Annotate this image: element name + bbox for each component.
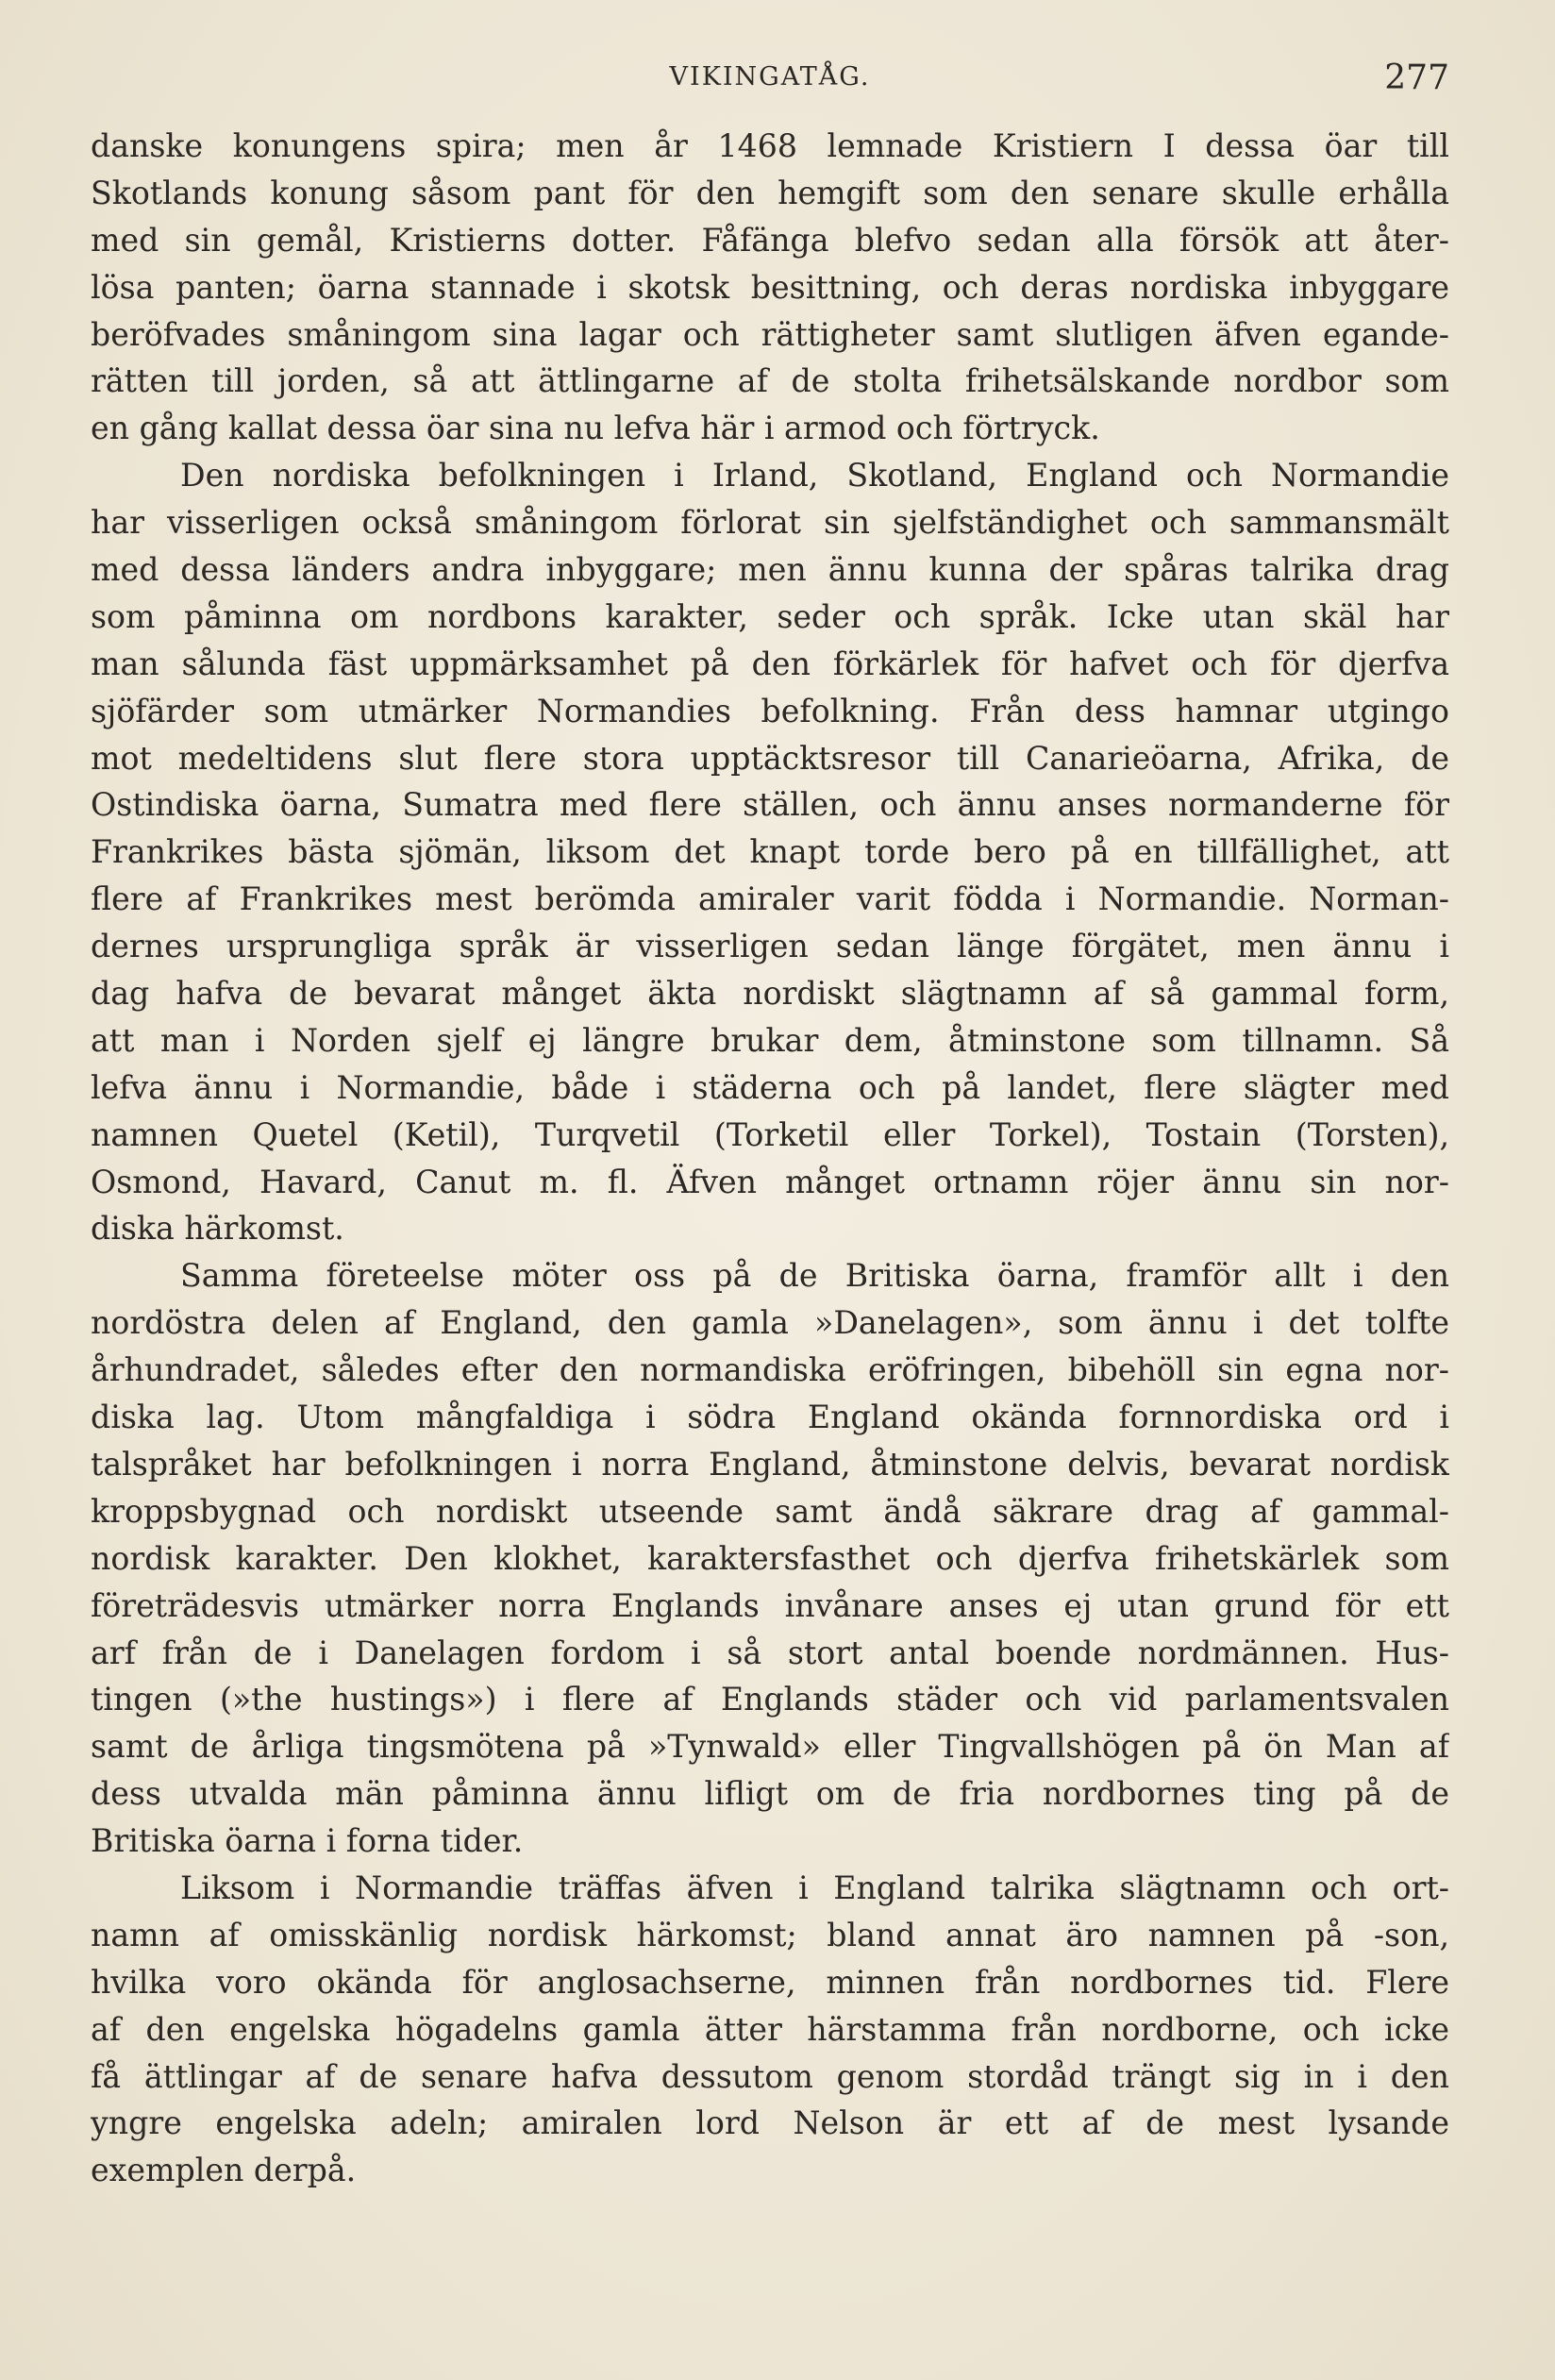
body-text xyxy=(91,123,1449,2194)
text-line: Skotlands konung såsom pant för den hemgift som den senare skulle erhålla xyxy=(91,174,1449,211)
text-line: Ostindiska öarna, Sumatra med flere ställen, och ännu anses normanderne för xyxy=(91,786,1449,824)
text-line: lefva ännu i Normandie, både i städerna och på landet, flere slägter med xyxy=(91,1068,1449,1106)
text-line: sjöfärder som utmärker Normandies befolkning. Från dess hamnar utgingo xyxy=(91,692,1449,729)
text-line: att man i Norden sjelf ej längre brukar dem, åtminstone som tillnamn. Så xyxy=(91,1021,1449,1059)
text-line: dernes ursprungliga språk är visserligen sedan länge förgätet, men ännu i xyxy=(91,928,1449,965)
text-line: med dessa länders andra inbyggare; men ännu kunna der spåras talrika drag xyxy=(91,551,1449,589)
text-line: Britiska öarna i forna tider. xyxy=(91,1822,524,1860)
text-line: flere af Frankrikes mest berömda amiraler varit födda i Normandie. Norman- xyxy=(91,880,1449,918)
text-line: Liksom i Normandie träffas äfven i England talrika slägtnamn och ort- xyxy=(180,1869,1449,1906)
text-line: företrädesvis utmärker norra Englands invånare anses ej utan grund för ett xyxy=(91,1586,1449,1624)
text-line: Den nordiska befolkningen i Irland, Skotland, England och Normandie xyxy=(180,457,1449,494)
paragraph-3 xyxy=(91,1252,1449,1865)
page-header xyxy=(91,59,1449,106)
page-number: 277 xyxy=(1384,59,1449,97)
text-line: samt de årliga tingsmötena på »Tynwald» eller Tingvallshögen på ön Man af xyxy=(91,1728,1449,1766)
text-line: Frankrikes bästa sjömän, liksom det knapt torde bero på en tillfällighet, att xyxy=(91,833,1449,871)
text-line: nordöstra delen af England, den gamla »Danelagen», som ännu i det tolfte xyxy=(91,1304,1449,1342)
text-line: diska härkomst. xyxy=(91,1210,344,1248)
text-line: namnen Quetel (Ketil), Turqvetil (Torketil eller Torkel), Tostain (Torsten), xyxy=(91,1115,1449,1153)
text-line: tingen (»the hustings») i flere af Englands städer och vid parlamentsvalen xyxy=(91,1681,1449,1718)
text-line: man sålunda fäst uppmärksamhet på den förkärlek för hafvet och för djerfva xyxy=(91,645,1449,682)
text-line: som påminna om nordbons karakter, seder och språk. Icke utan skäl har xyxy=(91,597,1449,635)
text-line: exemplen derpå. xyxy=(91,2152,357,2189)
text-line: med sin gemål, Kristierns dotter. Fåfänga blefvo sedan alla försök att åter- xyxy=(91,221,1449,259)
text-line: kroppsbygnad och nordiskt utseende samt ändå säkrare drag af gammal- xyxy=(91,1492,1449,1530)
text-line: lösa panten; öarna stannade i skotsk besittning, och deras nordiska inbyggare xyxy=(91,268,1449,306)
paragraph-2 xyxy=(91,452,1449,1252)
text-line: talspråket har befolkningen i norra England, åtminstone delvis, bevarat nordisk xyxy=(91,1445,1449,1483)
paragraph-4 xyxy=(91,1865,1449,2194)
text-line: Samma företeelse möter oss på de Britiska öarna, framför allt i den xyxy=(180,1257,1449,1295)
text-line: rätten till jorden, så att ättlingarne af de stolta frihetsälskande nordbor som xyxy=(91,362,1449,400)
text-line: århundradet, således efter den normandiska eröfringen, bibehöll sin egna nor- xyxy=(91,1351,1449,1389)
paragraph-1 xyxy=(91,123,1449,452)
text-line: en gång kallat dessa öar sina nu lefva här i armod och förtryck. xyxy=(91,410,1100,447)
running-title: VIKINGATÅG. xyxy=(669,62,871,92)
text-line: beröfvades småningom sina lagar och rättigheter samt slutligen äfven egande- xyxy=(91,315,1449,353)
text-line: få ättlingar af de senare hafva dessutom genom stordåd trängt sig in i den xyxy=(91,2057,1449,2095)
text-line: namn af omisskänlig nordisk härkomst; bland annat äro namnen på -son, xyxy=(91,1916,1449,1953)
text-line: dag hafva de bevarat månget äkta nordiskt slägtnamn af så gammal form, xyxy=(91,975,1449,1013)
text-line: danske konungens spira; men år 1468 lemnade Kristiern I dessa öar till xyxy=(91,127,1449,164)
text-line: dess utvalda män påminna ännu lifligt om de fria nordbornes ting på de xyxy=(91,1775,1449,1813)
text-line: hvilka voro okända för anglosachserne, minnen från nordbornes tid. Flere xyxy=(91,1963,1449,2001)
text-line: diska lag. Utom mångfaldiga i södra England okända fornnordiska ord i xyxy=(91,1399,1449,1436)
text-line: mot medeltidens slut flere stora upptäcktsresor till Canarieöarna, Afrika, de xyxy=(91,739,1449,777)
text-line: Osmond, Havard, Canut m. fl. Äfven månget ortnamn röjer ännu sin nor- xyxy=(91,1163,1449,1200)
text-line: har visserligen också småningom förlorat sin sjelfständighet och sammansmält xyxy=(91,504,1449,542)
text-line: arf från de i Danelagen fordom i så stort antal boende nordmännen. Hus- xyxy=(91,1634,1449,1671)
text-line: yngre engelska adeln; amiralen lord Nelson är ett af de mest lysande xyxy=(91,2104,1449,2142)
text-line: nordisk karakter. Den klokhet, karaktersfasthet och djerfva frihetskärlek som xyxy=(91,1539,1449,1577)
text-line: af den engelska högadelns gamla ätter härstamma från nordborne, och icke xyxy=(91,2010,1449,2048)
